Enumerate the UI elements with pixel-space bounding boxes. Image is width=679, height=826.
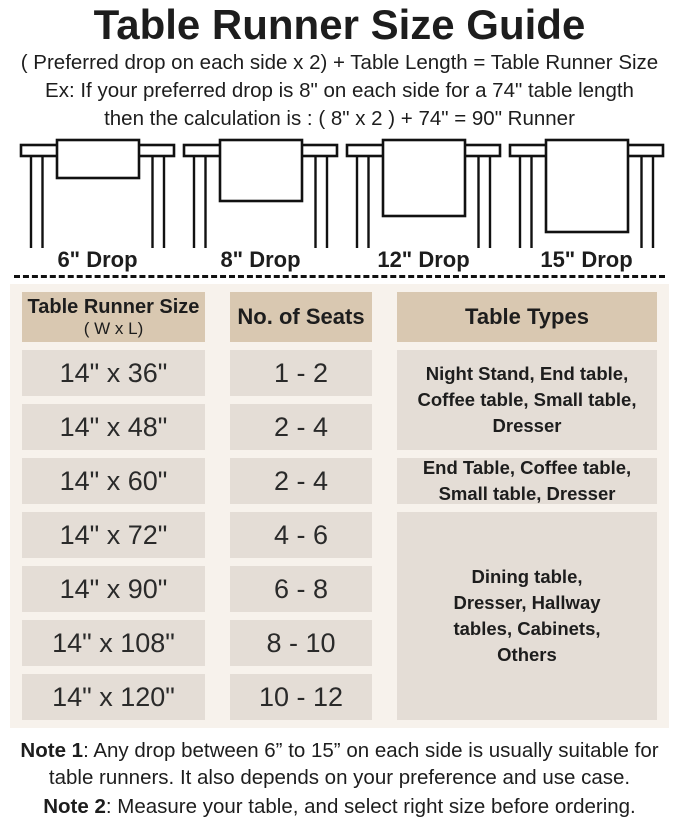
seats-cell: 6 - 8: [230, 566, 372, 612]
note-2: [4, 793, 675, 820]
col-header-table-types: Table Types: [397, 292, 657, 342]
formula-text: ( Preferred drop on each side x 2) + Table Length = Table Runner Size: [20, 51, 659, 75]
note-1-label: Note 1: [20, 739, 84, 763]
col-header-runner-size-subtitle: ( W x L): [83, 318, 144, 338]
runner: [546, 140, 628, 232]
table-with-runner-diagram-icon: [342, 136, 505, 248]
drop-figure-15: [505, 136, 668, 272]
note-2-text: : Measure your table, and select right size before ordering.: [105, 795, 636, 819]
size-cell: 14" x 72": [22, 512, 205, 558]
drop-label: 12" Drop: [377, 247, 470, 273]
size-cell: 14" x 108": [22, 620, 205, 666]
seats-cell: 2 - 4: [230, 404, 372, 450]
table-types-cell: Night Stand, End table, Coffee table, Small table, Dresser: [397, 350, 657, 450]
table-types-cell: Dining table, Dresser, Hallway tables, Cabinets, Others: [397, 512, 657, 720]
size-cell: 14" x 60": [22, 458, 205, 504]
size-cell: 14" x 120": [22, 674, 205, 720]
footer-notes: [4, 737, 675, 820]
size-table: [10, 284, 669, 728]
drop-label: 8" Drop: [220, 247, 301, 273]
table-with-runner-diagram-icon: [179, 136, 342, 248]
seats-cell: 2 - 4: [230, 458, 372, 504]
note-1: [4, 737, 675, 791]
example-line-1: Ex: If your preferred drop is 8" on each side for a 74" table length: [45, 79, 634, 103]
runner: [57, 140, 139, 178]
note-2-label: Note 2: [43, 795, 106, 819]
col-header-runner-size-title: Table Runner Size: [27, 295, 200, 318]
drop-illustrations: [14, 136, 665, 278]
page-title: Table Runner Size Guide: [93, 1, 586, 48]
example-line-2: then the calculation is : ( 8" x 2 ) + 74" = 90" Runner: [104, 107, 575, 131]
col-header-runner-size: [22, 292, 205, 342]
seats-cell: 8 - 10: [230, 620, 372, 666]
size-cell: 14" x 36": [22, 350, 205, 396]
runner: [383, 140, 465, 216]
size-cell: 14" x 90": [22, 566, 205, 612]
runner: [220, 140, 302, 201]
table-with-runner-diagram-icon: [16, 136, 179, 248]
seats-cell: 1 - 2: [230, 350, 372, 396]
drop-label: 15" Drop: [540, 247, 633, 273]
note-1-text: : Any drop between 6” to 15” on each side is usually suitable for table runners. It also depends on your preference and use case.: [48, 739, 659, 790]
drop-figure-12: [342, 136, 505, 272]
table-with-runner-diagram-icon: [505, 136, 668, 248]
drop-label: 6" Drop: [57, 247, 138, 273]
col-header-seats: No. of Seats: [230, 292, 372, 342]
seats-cell: 4 - 6: [230, 512, 372, 558]
drop-figure-6: [16, 136, 179, 272]
drop-figure-8: [179, 136, 342, 272]
size-cell: 14" x 48": [22, 404, 205, 450]
table-types-cell: End Table, Coffee table, Small table, Dresser: [397, 458, 657, 504]
seats-cell: 10 - 12: [230, 674, 372, 720]
